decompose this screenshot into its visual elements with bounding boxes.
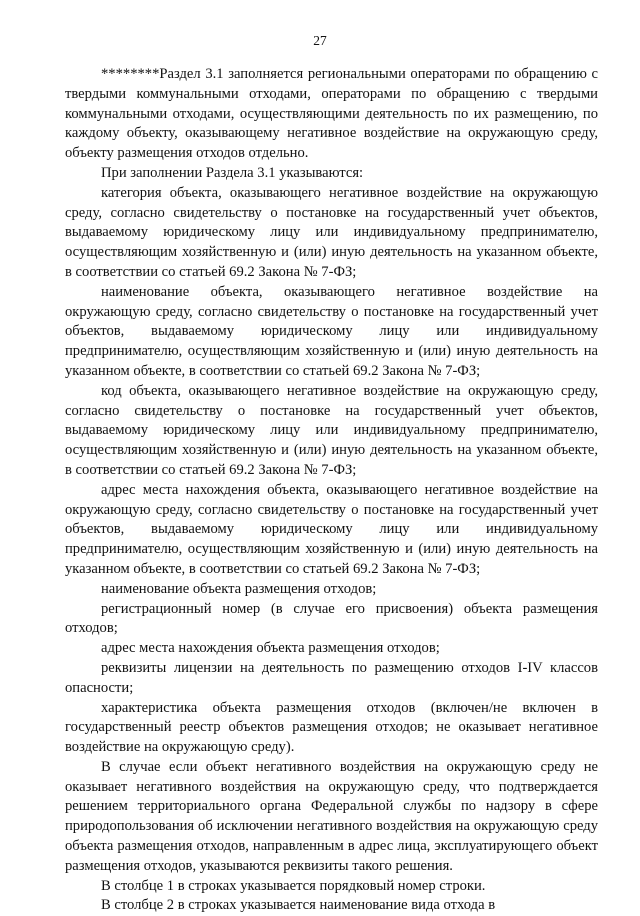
paragraph-no-impact-case: В случае если объект негативного воздействия на окружающую среду не оказывает негативного воздействия на окружающую среду, что подтверждается решением территориального органа Федеральной службы по надзору в сфере природопользования об исключении негативного воздействия на окружающую среду объекта размещения отходов, направленным в адрес лица, эксплуатирующего объект размещения отходов, указываются реквизиты такого решения. bbox=[65, 758, 598, 874]
paragraph-column-1: В столбце 1 в строках указывается порядковый номер строки. bbox=[101, 877, 486, 894]
paragraph-column-2: В столбце 2 в строках указывается наименование вида отхода в bbox=[101, 897, 496, 914]
paragraph-registration-number: регистрационный номер (в случае его присвоения) объекта размещения отходов; bbox=[65, 600, 598, 637]
paragraph-license-details: реквизиты лицензии на деятельность по размещению отходов I-IV классов опасности; bbox=[65, 659, 598, 696]
paragraph-disposal-name: наименование объекта размещения отходов; bbox=[101, 580, 377, 597]
paragraph-object-code: код объекта, оказывающего негативное воздействие на окружающую среду, согласно свидетельству о постановке на государственный учет объектов, выдаваемому юридическому лицу или индивидуальному предпринимателю, осуществляющим хозяйственную и (или) иную деятельность на указанном объекте, в соответствии со статьей 69.2 Закона № 7-ФЗ; bbox=[65, 382, 598, 478]
paragraph-disposal-address: адрес места нахождения объекта размещения отходов; bbox=[101, 640, 440, 657]
paragraph-object-name: наименование объекта, оказывающего негативное воздействие на окружающую среду, согласно свидетельству о постановке на государственный учет объектов, выдаваемому юридическому лицу или индивидуальному предпринимателю, осуществляющим хозяйственную и (или) иную деятельность на указанном объекте, в соответствии со статьей 69.2 Закона № 7-ФЗ; bbox=[65, 283, 598, 379]
paragraph-section-intro: ********Раздел 3.1 заполняется региональными операторами по обращению с твердыми коммунальными отходами, операторами по обращению с твердыми коммунальными отходами, осуществляющими деятельность по их размещению, по каждому объекту, оказывающему негативное воздействие на окружающую среду, объекту размещения отходов отдельно. bbox=[65, 66, 598, 162]
page-number: 27 bbox=[313, 33, 327, 48]
body-text bbox=[65, 65, 598, 916]
paragraph-list-intro: При заполнении Раздела 3.1 указываются: bbox=[101, 164, 364, 181]
paragraph-object-category: категория объекта, оказывающего негативное воздействие на окружающую среду, согласно свидетельству о постановке на государственный учет объектов, выдаваемому юридическому лицу или индивидуальному предпринимателю, осуществляющим хозяйственную и (или) иную деятельность на указанном объекте, в соответствии со статьей 69.2 Закона № 7-ФЗ; bbox=[65, 184, 598, 280]
paragraph-disposal-characteristic: характеристика объекта размещения отходов (включен/не включен в государственный реестр объектов размещения отходов; не оказывает негативное воздействие на окружающую среду). bbox=[65, 699, 598, 756]
paragraph-object-address: адрес места нахождения объекта, оказывающего негативное воздействие на окружающую среду, согласно свидетельству о постановке на государственный учет объектов, выдаваемому юридическому лицу или индивидуальному предпринимателю, осуществляющим хозяйственную и (или) иную деятельность на указанном объекте, в соответствии со статьей 69.2 Закона № 7-ФЗ; bbox=[65, 481, 598, 577]
